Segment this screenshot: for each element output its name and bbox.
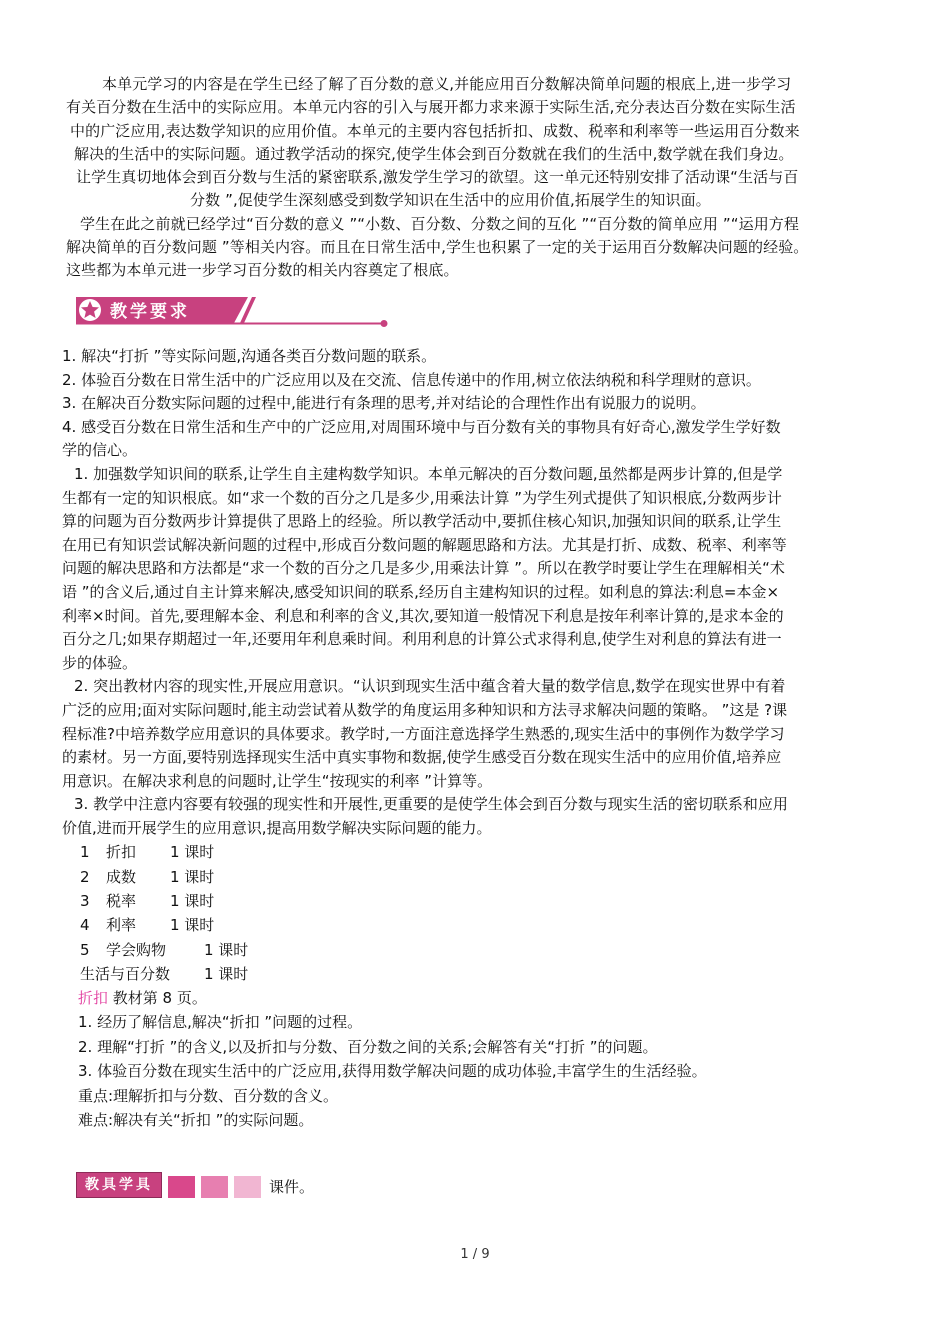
objective-item: 3. 体验百分数在现实生活中的广泛应用,获得用数学解决问题的成功体验,丰富学生的生活经验。 [78, 1062, 707, 1081]
intro-line: 中的广泛应用,表达数学知识的应用价值。本单元的主要内容包括折扣、成数、税率和利率等一些运用百分数来 [70, 121, 800, 140]
section-banner [76, 296, 396, 332]
intro-line: 有关百分数在生活中的实际应用。本单元内容的引入与展开都力求来源于实际生活,充分表达百分数在实际生活 [66, 98, 796, 117]
schedule-hours: 1 课时 [170, 867, 215, 886]
schedule-num: 4 [80, 916, 90, 935]
schedule-row [62, 865, 892, 889]
suggestion-line: 2. 突出教材内容的现实性,开展应用意识。“认识到现实生活中蕴含着大量的数学信息,数学在现实世界中有着 [74, 677, 786, 696]
intro-line: 这些都为本单元进一步学习百分数的相关内容奠定了根底。 [66, 261, 459, 280]
schedule-num: 3 [80, 892, 90, 911]
requirement-item: 1. 解决“打折 ”等实际问题,沟通各类百分数问题的联系。 [62, 347, 437, 365]
decor-square [201, 1176, 228, 1198]
schedule-num: 2 [80, 867, 90, 886]
schedule-name: 利率 [106, 916, 137, 935]
schedule-name: 税率 [106, 892, 137, 911]
tools-row [76, 1172, 314, 1198]
banner-title: 教学要求 [110, 302, 190, 322]
schedule-num: 1 [80, 843, 90, 862]
suggestion-line: 利率×时间。首先,要理解本金、利息和利率的含义,其次,要知道一般情况下利息是按年利率计算的,是求本金的 [62, 606, 784, 625]
schedule-hours: 1 课时 [204, 940, 249, 959]
tools-label: 教具学具 [76, 1172, 162, 1198]
schedule-row [62, 889, 892, 913]
suggestion-line: 广泛的应用;面对实际问题时,能主动尝试着从数学的角度运用多种知识和方法寻求解决问题的策略。 ”这是 ?课 [62, 700, 788, 719]
objective-item: 1. 经历了解信息,解决“折扣 ”问题的过程。 [78, 1013, 363, 1032]
lesson-schedule [62, 840, 892, 986]
suggestion-line: 3. 教学中注意内容要有较强的现实性和开展性,更重要的是使学生体会到百分数与现实生活的密切联系和应用 [74, 795, 788, 814]
intro-line: 本单元学习的内容是在学生已经了解了百分数的意义,并能应用百分数解决简单问题的根底上,进一步学习 [102, 75, 792, 93]
decor-square [234, 1176, 261, 1198]
intro-line: 让学生真切地体会到百分数与生活的紧密联系,激发学生学习的欲望。这一单元还特别安排了活动课“生活与百 [76, 168, 799, 187]
requirements-list [62, 345, 892, 463]
schedule-hours: 1 课时 [170, 892, 215, 911]
lesson-ref: 教材第 8 页。 [108, 989, 207, 1008]
requirement-item: 学的信心。 [62, 441, 138, 460]
banner-graphic [76, 296, 396, 332]
suggestion-line: 用意识。在解决求利息的问题时,让学生“按现实的利率 ”计算等。 [62, 771, 493, 790]
key-point: 重点:理解折扣与分数、百分数的含义。 [78, 1086, 339, 1105]
objective-item: 2. 理解“打折 ”的含义,以及折扣与分数、百分数之间的关系;会解答有关“打折 ”的问题。 [78, 1037, 658, 1056]
intro-line: 解决的生活中的实际问题。通过教学活动的探究,使学生体会到百分数就在我们的生活中,数学就在我们身边。 [74, 144, 794, 163]
schedule-num: 5 [80, 940, 90, 959]
schedule-row [62, 938, 892, 962]
intro-line: 分数 ”,促使学生深刻感受到数学知识在生活中的应用价值,拓展学生的知识面。 [190, 191, 711, 210]
schedule-row [62, 913, 892, 937]
requirement-item: 4. 感受百分数在日常生活和生产中的广泛应用,对周围环境中与百分数有关的事物具有好奇心,激发学生学好数 [62, 417, 781, 436]
schedule-name: 生活与百分数 [80, 964, 171, 983]
suggestion-line: 1. 加强数学知识间的联系,让学生自主建构数学知识。本单元解决的百分数问题,虽然都是两步计算的,但是学 [74, 464, 783, 483]
difficulty: 难点:解决有关“折扣 ”的实际问题。 [78, 1111, 314, 1130]
schedule-hours: 1 课时 [204, 964, 249, 983]
schedule-name: 折扣 [106, 843, 137, 862]
suggestion-line: 算的问题为百分数两步计算提供了思路上的经验。所以教学活动中,要抓住核心知识,加强知识间的联系,让学生 [62, 512, 782, 531]
suggestion-line: 生都有一定的知识根底。如“求一个数的百分之几是多少,用乘法计算 ”为学生列式提供了知识根底,分数两步计 [62, 488, 782, 507]
schedule-row [62, 962, 892, 986]
unit-introduction [62, 73, 892, 283]
page-number: 1 / 9 [460, 1247, 490, 1262]
intro-line: 学生在此之前就已经学过“百分数的意义 ”“小数、百分数、分数之间的互化 ”“百分数的简单应用 ”“运用方程 [80, 214, 800, 233]
suggestion-line: 语 ”的含义后,通过自主计算来解决,感受知识间的联系,经历自主建构知识的过程。如利息的算法:利息=本金× [62, 582, 780, 601]
star-icon [79, 299, 101, 321]
lesson-title: 折扣 [78, 989, 109, 1008]
requirement-item: 3. 在解决百分数实际问题的过程中,能进行有条理的思考,并对结论的合理性作出有说服力的说明。 [62, 394, 706, 413]
schedule-name: 成数 [106, 867, 137, 886]
schedule-name: 学会购物 [106, 940, 167, 959]
suggestion-line: 在用已有知识尝试解决新问题的过程中,形成百分数问题的解题思路和方法。尤其是打折、成数、税率、利率等 [62, 535, 787, 554]
suggestion-line: 程标准?中培养数学应用意识的具体要求。教学时,一方面注意选择学生熟悉的,现实生活中的事例作为数学学习 [62, 724, 785, 743]
requirement-item: 2. 体验百分数在日常生活中的广泛应用以及在交流、信息传递中的作用,树立依法纳税和科学理财的意识。 [62, 370, 761, 389]
schedule-row [62, 840, 892, 864]
main-content [62, 345, 892, 1133]
schedule-hours: 1 课时 [170, 843, 215, 862]
schedule-hours: 1 课时 [170, 916, 215, 935]
lesson-section [62, 986, 892, 1133]
suggestion-line: 百分之几;如果存期超过一年,还要用年利息乘时间。利用利息的计算公式求得利息,使学生对利息的算法有进一 [62, 630, 782, 649]
suggestion-line: 步的体验。 [62, 653, 138, 672]
decor-square [168, 1176, 195, 1198]
suggestion-line: 问题的解决思路和方法都是“求一个数的百分之几是多少,用乘法计算 ”。所以在教学时要让学生在理解相关“术 [62, 559, 785, 578]
lesson-title-line [78, 986, 892, 1010]
tools-text: 课件。 [269, 1178, 315, 1196]
intro-line: 解决简单的百分数问题 ”等相关内容。而且在日常生活中,学生也积累了一定的关于运用百分数解决问题的经验。 [66, 238, 809, 257]
teaching-suggestions [62, 463, 892, 841]
suggestion-line: 价值,进而开展学生的应用意识,提高用数学解决实际问题的能力。 [62, 818, 492, 837]
suggestion-line: 的素材。另一方面,要特别选择现实生活中真实事物和数据,使学生感受百分数在现实生活中的应用价值,培养应 [62, 748, 782, 767]
